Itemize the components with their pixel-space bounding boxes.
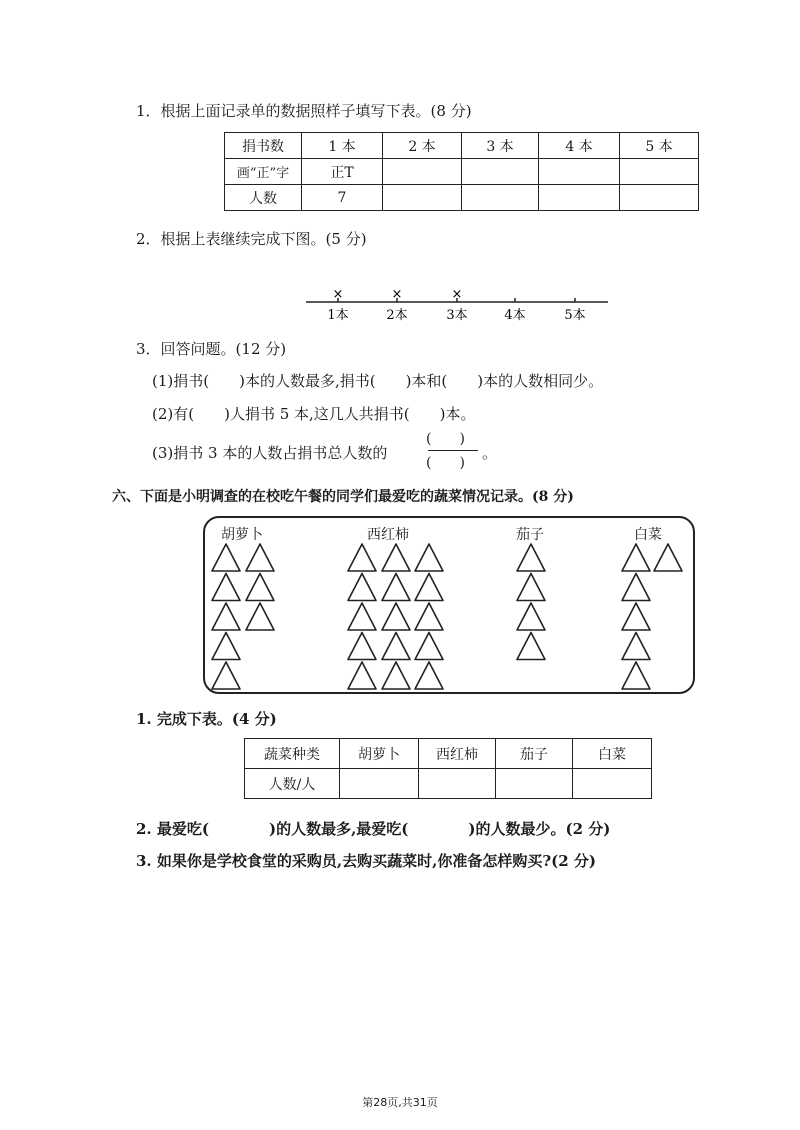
- number-line-label: 2本: [386, 308, 408, 323]
- fraction-denominator[interactable]: ( ): [426, 455, 465, 471]
- tally-triangle: [212, 633, 240, 660]
- table-row-label: 人数/人: [245, 769, 340, 799]
- number-line-mark: ×: [391, 287, 403, 302]
- table-cell[interactable]: 7: [302, 185, 383, 211]
- tally-triangle: [382, 544, 410, 571]
- question-1-text: 1．根据上面记录单的数据照样子填写下表。(8 分): [136, 102, 472, 120]
- question-3-text: 3．回答问题。(12 分): [136, 340, 287, 358]
- section-6-title: 六、下面是小明调查的在校吃午餐的同学们最爱吃的蔬菜情况记录。(8 分): [112, 489, 574, 505]
- table-header-cell: 5 本: [620, 133, 699, 159]
- tally-triangle: [654, 544, 682, 571]
- table-header-cell: 1 本: [302, 133, 383, 159]
- table-cell[interactable]: [340, 769, 419, 799]
- tally-triangle: [415, 544, 443, 571]
- table-cell[interactable]: [419, 769, 496, 799]
- number-line-label: 3本: [446, 308, 468, 323]
- tally-triangle: [212, 603, 240, 630]
- tally-triangle: [382, 574, 410, 601]
- tally-triangle: [382, 603, 410, 630]
- table-header-cell: 茄子: [496, 739, 573, 769]
- table-row-label: 画“正”字: [225, 159, 302, 185]
- number-line-label: 4本: [504, 308, 526, 323]
- tally-triangle: [212, 544, 240, 571]
- section-6-question-1: 1. 完成下表。(4 分): [136, 710, 277, 728]
- tally-triangle: [517, 603, 545, 630]
- fraction-numerator[interactable]: ( ): [426, 431, 465, 447]
- tally-triangle: [517, 633, 545, 660]
- tally-triangle: [415, 633, 443, 660]
- tally-triangle: [415, 603, 443, 630]
- tally-triangle: [382, 662, 410, 689]
- table-cell[interactable]: 正T: [302, 159, 383, 185]
- tally-triangle: [348, 544, 376, 571]
- question-3-1-text: (1)捐书( )本的人数最多,捐书( )本和( )本的人数相同少。: [152, 372, 604, 390]
- tally-triangle: [415, 662, 443, 689]
- veg-label-cabbage: 白菜: [634, 527, 662, 543]
- tally-triangle: [348, 574, 376, 601]
- question-3-3-end: 。: [482, 444, 498, 462]
- section-6-question-2: 2. 最爱吃( )的人数最多,最爱吃( )的人数最少。(2 分): [136, 820, 611, 838]
- table-header-cell: 4 本: [539, 133, 620, 159]
- veg-label-carrot: 胡萝卜: [221, 527, 263, 543]
- tally-triangle: [622, 574, 650, 601]
- section-6-question-3: 3. 如果你是学校食堂的采购员,去购买蔬菜时,你准备怎样购买?(2 分): [136, 852, 596, 870]
- table-header-cell: 蔬菜种类: [245, 739, 340, 769]
- tally-triangle: [517, 544, 545, 571]
- tally-triangle: [246, 603, 274, 630]
- number-line-mark: ×: [332, 287, 344, 302]
- tally-triangle: [622, 662, 650, 689]
- veg-label-tomato: 西红柿: [367, 527, 409, 543]
- tally-triangle: [212, 574, 240, 601]
- number-line-label: 5本: [564, 308, 586, 323]
- table-cell[interactable]: [496, 769, 573, 799]
- tally-triangle: [246, 574, 274, 601]
- table-header-cell: 西红柿: [419, 739, 496, 769]
- number-line-label: 1本: [327, 308, 349, 323]
- tally-triangle: [517, 574, 545, 601]
- table-header-cell: 捐书数: [225, 133, 302, 159]
- veg-label-eggplant: 茄子: [516, 527, 544, 543]
- question-3-3-text: (3)捐书 3 本的人数占捐书总人数的: [152, 444, 388, 462]
- tally-triangle: [348, 662, 376, 689]
- tally-triangle: [212, 662, 240, 689]
- tally-triangle: [415, 574, 443, 601]
- tally-triangle: [348, 633, 376, 660]
- number-line-mark: ×: [451, 287, 463, 302]
- vegetable-table: [244, 738, 652, 799]
- tally-triangle: [382, 633, 410, 660]
- page-footer: 第28页,共31页: [362, 1096, 438, 1109]
- table-header-cell: 胡萝卜: [340, 739, 419, 769]
- tally-triangle: [348, 603, 376, 630]
- table-header-cell: 白菜: [573, 739, 652, 769]
- tally-triangle: [622, 633, 650, 660]
- table-header-cell: 2 本: [383, 133, 462, 159]
- table-cell[interactable]: [573, 769, 652, 799]
- question-2-text: 2．根据上表继续完成下图。(5 分): [136, 230, 367, 248]
- table-header-cell: 3 本: [462, 133, 539, 159]
- tally-triangle: [622, 603, 650, 630]
- tally-triangle: [622, 544, 650, 571]
- question-3-2-text: (2)有( )人捐书 5 本,这几人共捐书( )本。: [152, 405, 476, 423]
- tally-triangle: [246, 544, 274, 571]
- table-row-label: 人数: [225, 185, 302, 211]
